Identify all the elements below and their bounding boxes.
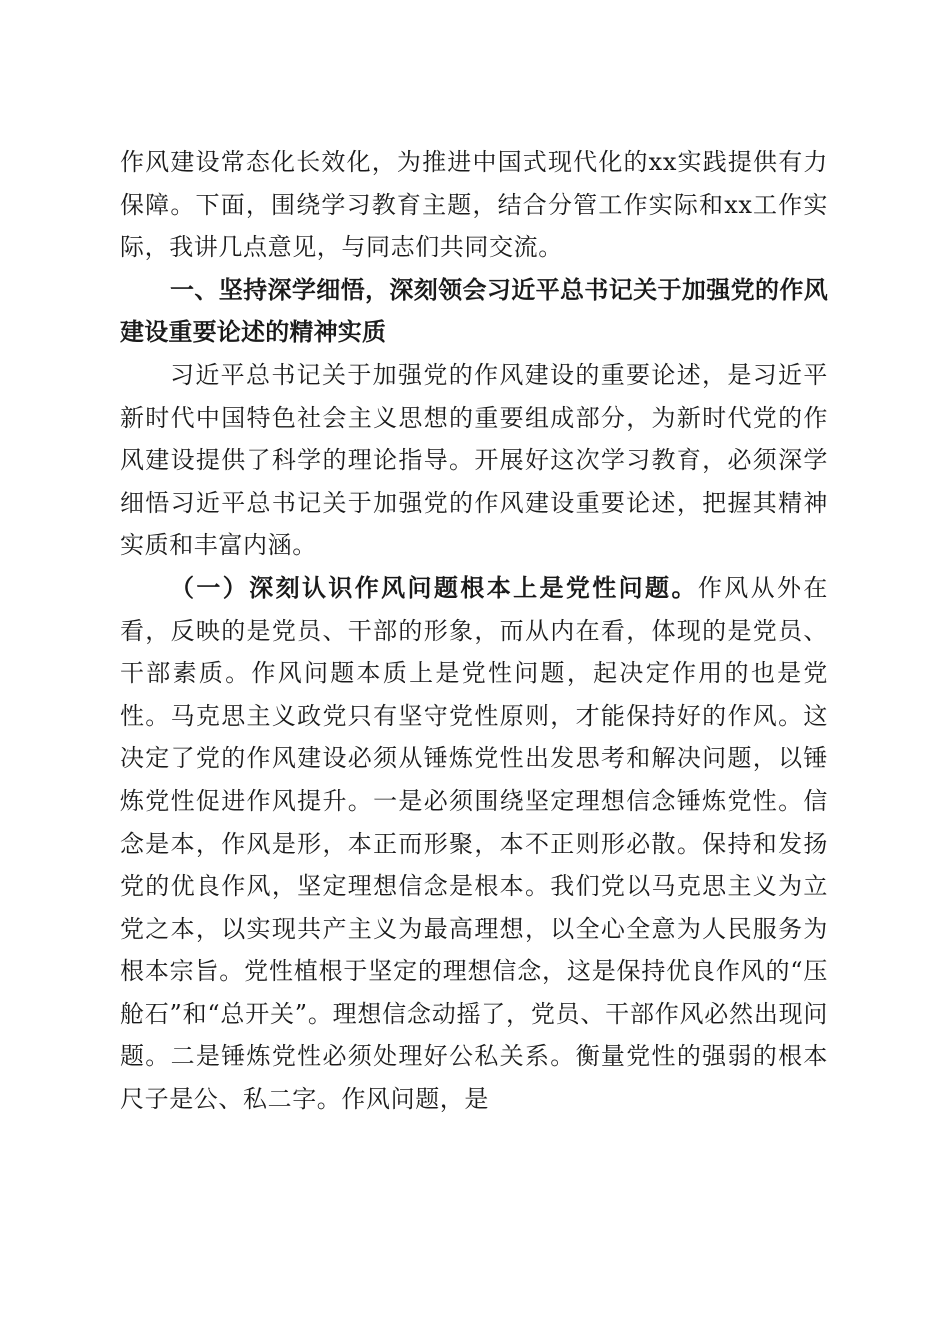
section-1-paragraph: 习近平总书记关于加强党的作风建设的重要论述，是习近平新时代中国特色社会主义思想的重要组成部分，为新时代党的作风建设提供了科学的理论指导。开展好这次学习教育，必须深学细悟习近平总书记关于加强党的作风建设重要论述，把握其精神实质和丰富内涵。 — [120, 360, 828, 560]
subsection-1-heading: （一）深刻认识作风问题根本上是党性问题。 — [170, 572, 698, 602]
intro-paragraph: 作风建设常态化长效化，为推进中国式现代化的xx实践提供有力保障。下面，围绕学习教育主题，结合分管工作实际和xx工作实际，我讲几点意见，与同志们共同交流。 — [120, 148, 828, 262]
body-text — [120, 141, 828, 1121]
subsection-1-body: 作风从外在看，反映的是党员、干部的形象，而从内在看，体现的是党员、干部素质。作风问题本质上是党性问题，起决定作用的也是党性。马克思主义政党只有坚守党性原则，才能保持好的作风。这决定了党的作风建设必须从锤炼党性出发思考和解决问题，以锤炼党性促进作风提升。一是必须围绕坚定理想信念锤炼党性。信念是本，作风是形，本正而形聚，本不正则形必散。保持和发扬党的优良作风，坚定理想信念是根本。我们党以马克思主义为立党之本，以实现共产主义为最高理想，以全心全意为人民服务为根本宗旨。党性植根于坚定的理想信念，这是保持优良作风的“压舱石”和“总开关”。理想信念动摇了，党员、干部作风必然出现问题。二是锤炼党性必须处理好公私关系。衡量党性的强弱的根本尺子是公、私二字。作风问题，是 — [120, 573, 829, 1114]
section-heading-1: 一、坚持深学细悟，深刻领会习近平总书记关于加强党的作风建设重要论述的精神实质 — [120, 275, 828, 347]
subsection-1-paragraph — [120, 567, 828, 1121]
